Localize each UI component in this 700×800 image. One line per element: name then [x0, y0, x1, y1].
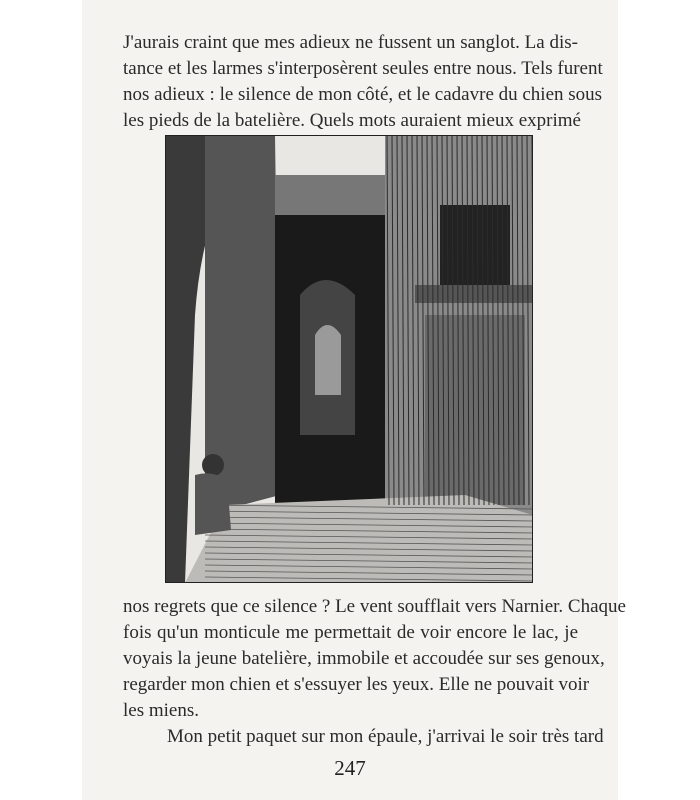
text-line: Mon petit paquet sur mon épaule, j'arrivai le soir très tard	[167, 726, 604, 747]
text-line: fois qu'un monticule me permettait de voir encore le lac, je	[123, 622, 578, 643]
text-line: tance et les larmes s'interposèrent seules entre nous. Tels furent	[123, 58, 603, 79]
text-line: voyais la jeune batelière, immobile et accoudée sur ses genoux,	[123, 648, 605, 669]
text-line: les pieds de la batelière. Quels mots auraient mieux exprimé	[123, 110, 581, 131]
etching-illustration-alley	[165, 135, 533, 583]
text-line: les miens.	[123, 700, 199, 721]
paragraph-top	[123, 30, 603, 134]
paragraph-bottom	[123, 594, 626, 750]
text-line: J'aurais craint que mes adieux ne fussent un sanglot. La dis-	[123, 32, 578, 53]
text-line: nos adieux : le silence de mon côté, et le cadavre du chien sous	[123, 84, 603, 105]
page-number: 247	[334, 756, 366, 780]
text-line: nos regrets que ce silence ? Le vent soufflait vers Narnier. Chaque	[123, 596, 626, 617]
text-line: regarder mon chien et s'essuyer les yeux. Elle ne pouvait voir	[123, 674, 590, 695]
